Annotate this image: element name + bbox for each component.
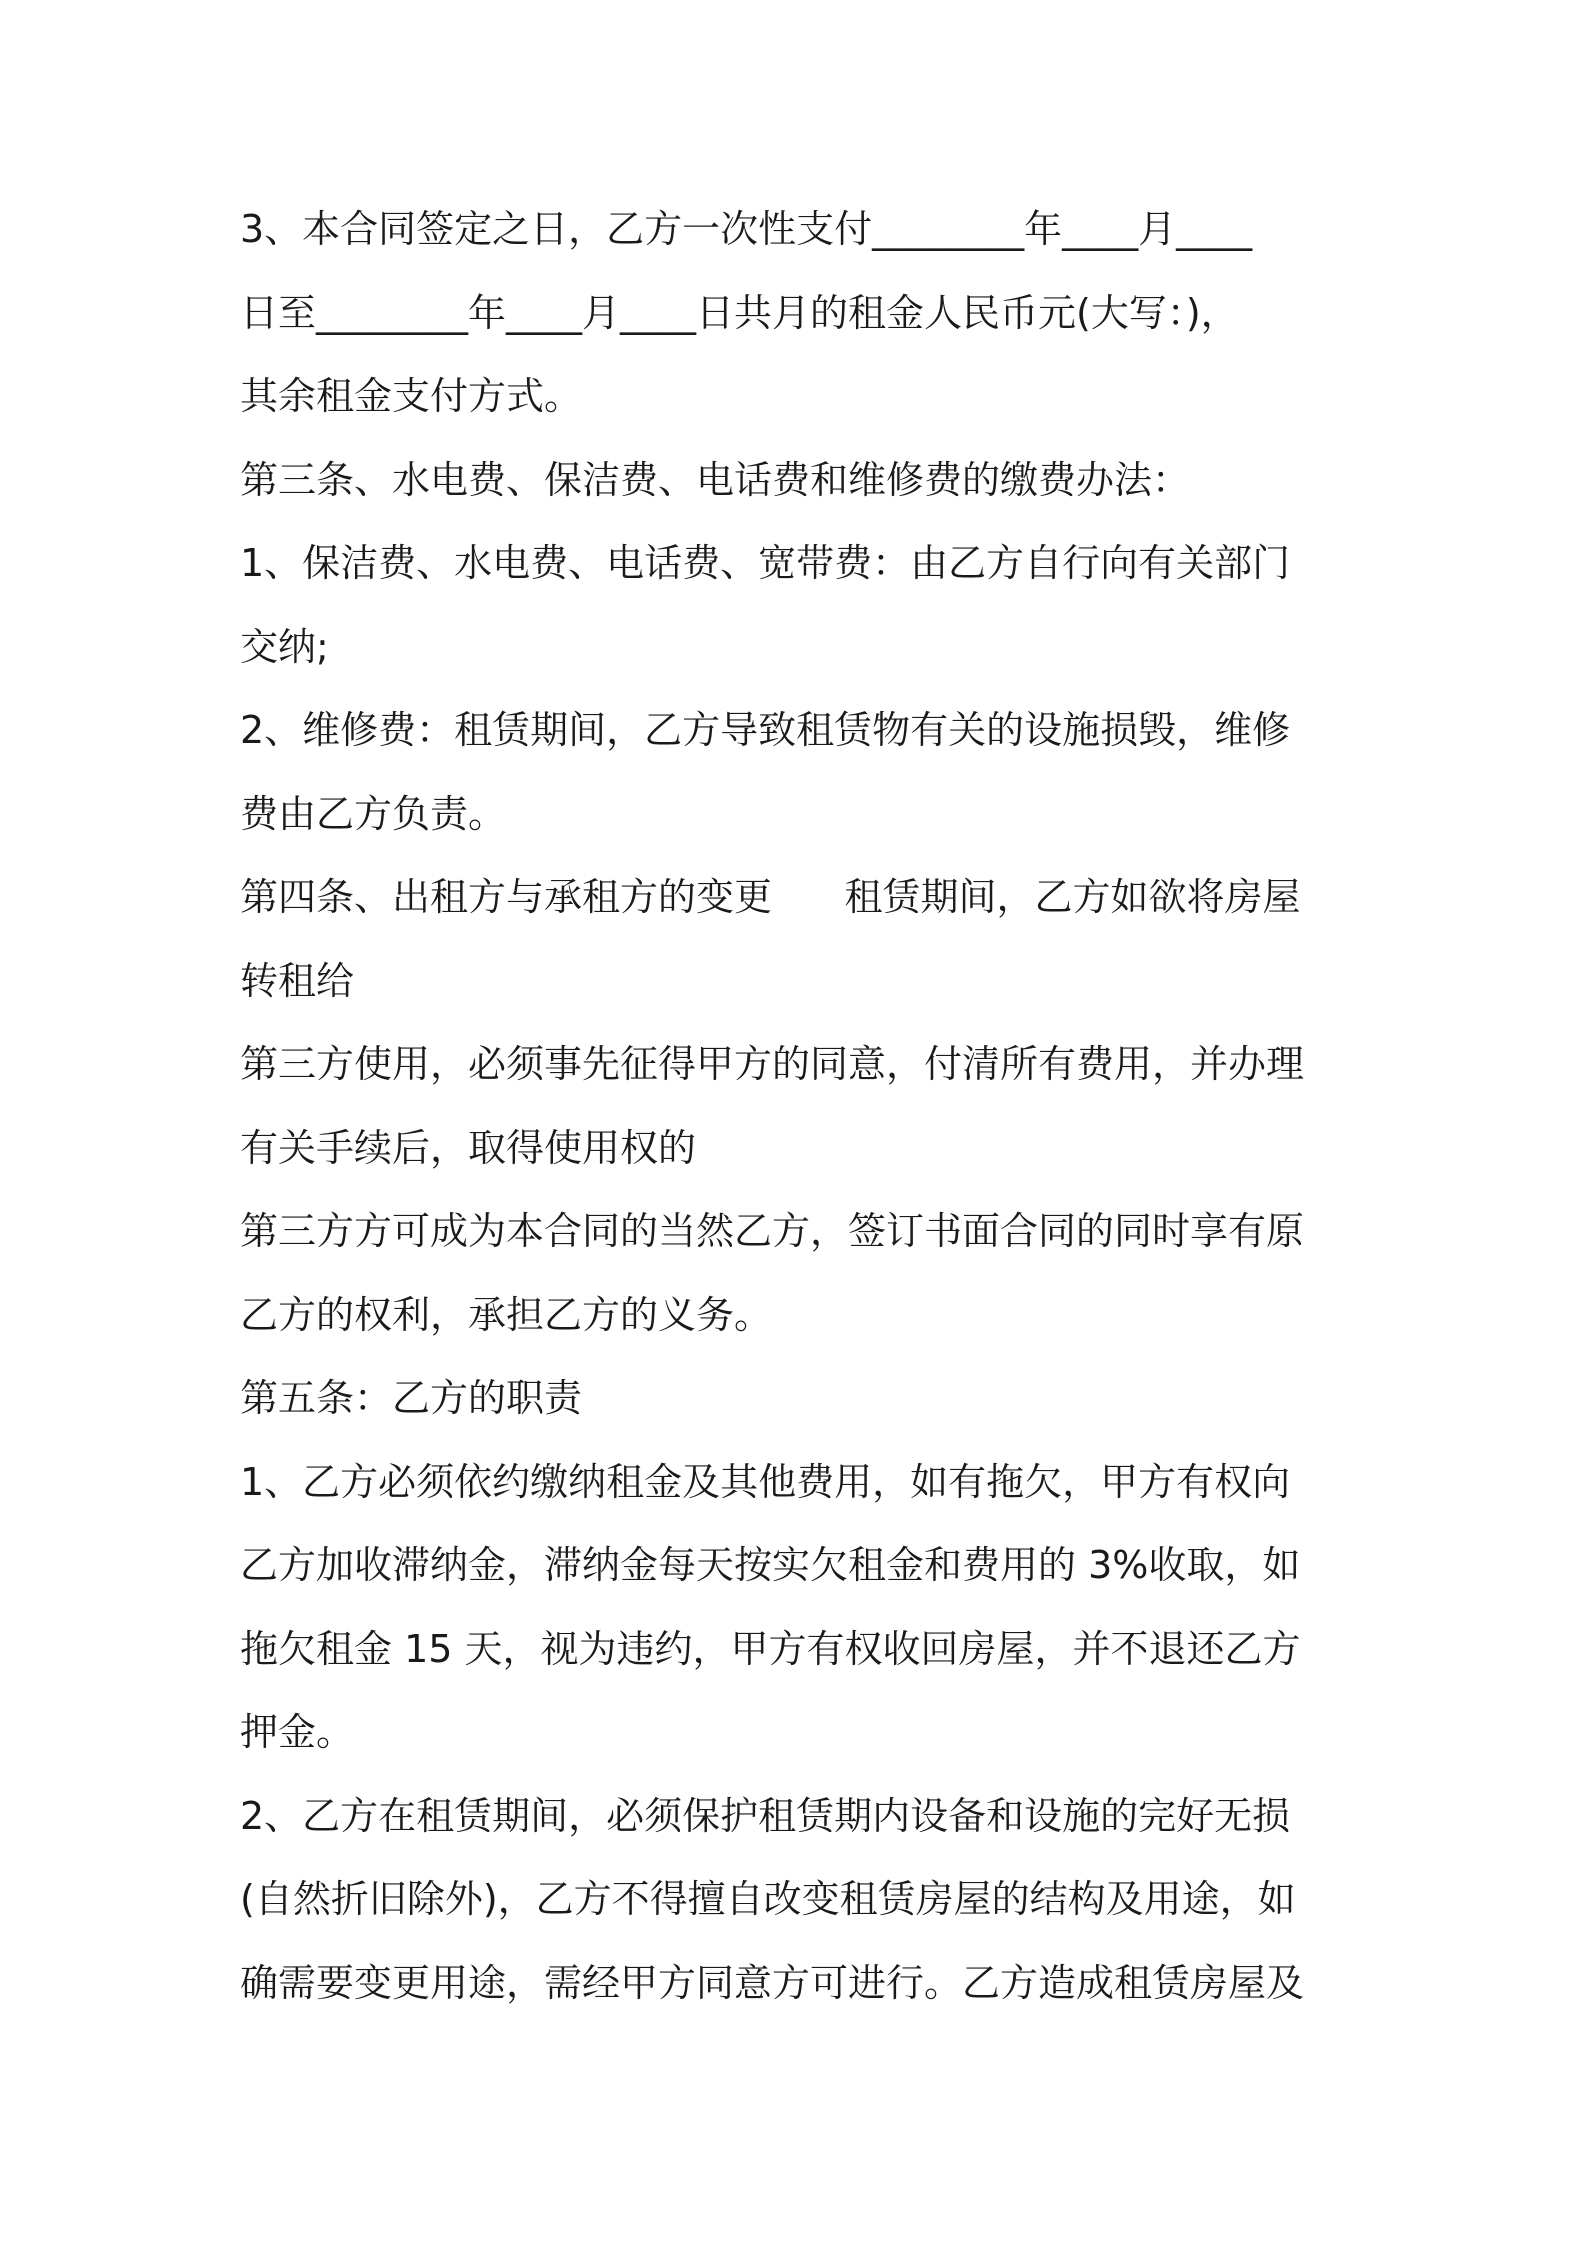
text-line: 3、本合同签定之日，乙方一次性支付________年____月____ [240, 207, 1253, 251]
text-line: 第三方方可成为本合同的当然乙方，签订书面合同的同时享有原 [240, 1209, 1305, 1253]
text-line: (自然折旧除外)，乙方不得擅自改变租赁房屋的结构及用途，如 [240, 1877, 1296, 1921]
text-line: 1、乙方必须依约缴纳租金及其他费用，如有拖欠，甲方有权向 [240, 1459, 1291, 1504]
text-line: 拖欠租金 15 天，视为违约，甲方有权收回房屋，并不退还乙方 [240, 1626, 1301, 1671]
text-line: 交纳; [240, 624, 329, 669]
text-line: 转租给 [240, 958, 355, 1003]
text-line: 确需要变更用途，需经甲方同意方可进行。乙方造成租赁房屋及 [240, 1960, 1305, 2005]
section-heading: 第三条、水电费、保洁费、电话费和维修费的缴费办法： [240, 457, 1191, 502]
text-line: 其余租金支付方式。 [240, 374, 583, 418]
section-heading: 第五条：乙方的职责 [240, 1376, 583, 1420]
contract-text [240, 188, 1360, 2025]
text-line: 费由乙方负责。 [240, 791, 507, 836]
text-line: 日至________年____月____日共月的租金人民币元(大写：)， [240, 290, 1239, 335]
text-line: 1、保洁费、水电费、电话费、宽带费：由乙方自行向有关部门 [240, 541, 1291, 585]
text-line: 有关手续后，取得使用权的 [240, 1125, 697, 1170]
text-line: 2、维修费：租赁期间，乙方导致租赁物有关的设施损毁，维修 [240, 708, 1291, 752]
text-line: 押金。 [240, 1710, 355, 1754]
text-line: 乙方的权利，承担乙方的义务。 [240, 1292, 773, 1337]
text-line: 第三方使用，必须事先征得甲方的同意，付清所有费用，并办理 [240, 1042, 1305, 1086]
text-line: 乙方加收滞纳金，滞纳金每天按实欠租金和费用的 3%收取，如 [240, 1543, 1301, 1587]
text-line: 2、乙方在租赁期间，必须保护租赁期内设备和设施的完好无损 [240, 1793, 1291, 1838]
section-heading: 第四条、出租方与承租方的变更 租赁期间，乙方如欲将房屋 [240, 875, 1301, 919]
